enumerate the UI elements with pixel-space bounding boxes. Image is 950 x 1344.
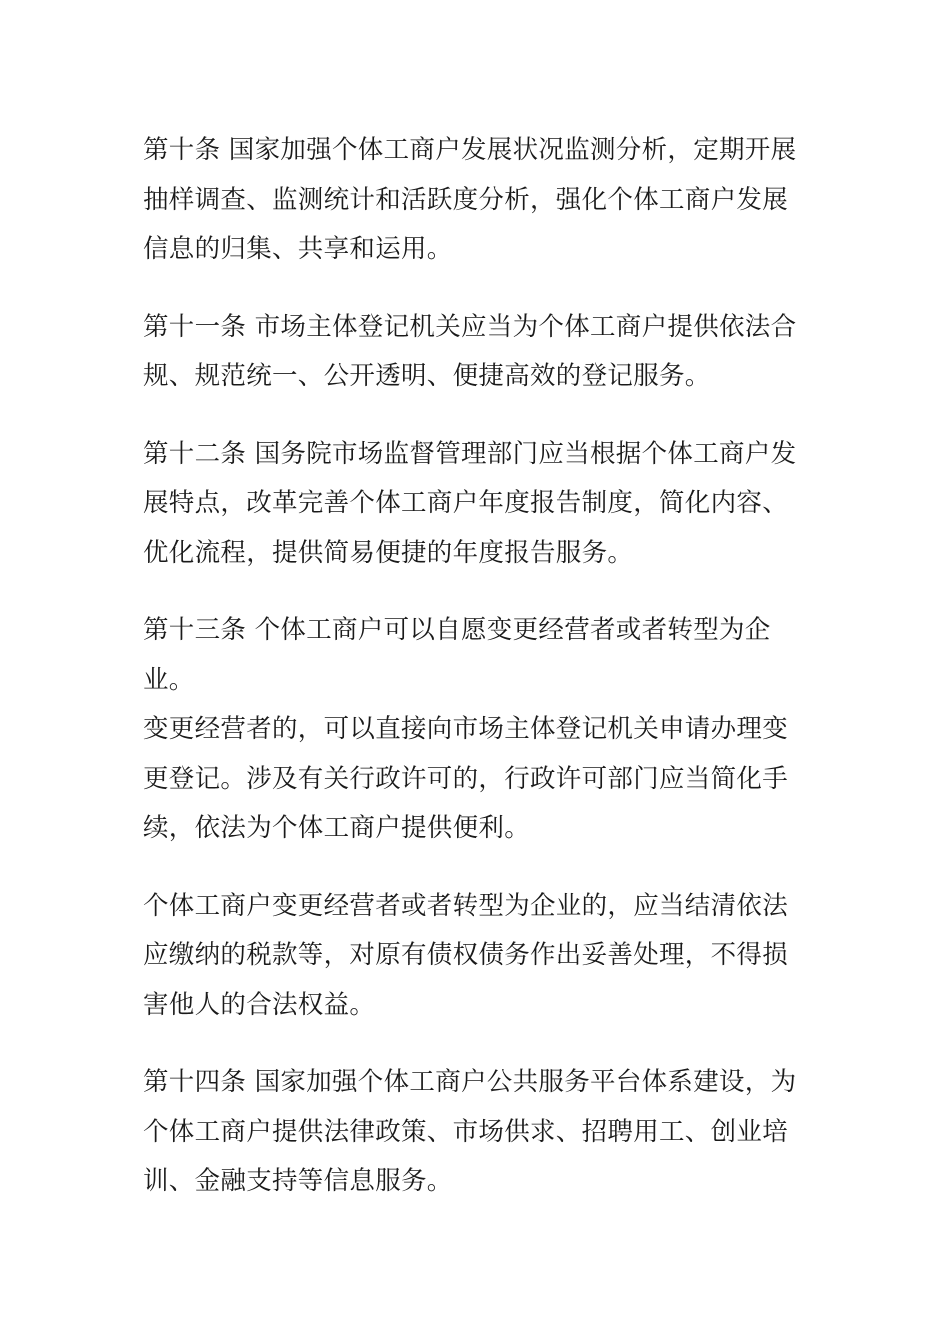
text-line: 更登记。涉及有关行政许可的，行政许可部门应当简化手 bbox=[143, 763, 789, 794]
text-line: 应缴纳的税款等，对原有债权债务作出妥善处理，不得损 bbox=[143, 940, 789, 970]
text-line: 个体工商户提供法律政策、市场供求、招聘用工、创业培 bbox=[143, 1116, 789, 1147]
text-line: 第十一条 市场主体登记机关应当为个体工商户提供依法合 bbox=[143, 311, 797, 342]
paragraph-article-12 bbox=[143, 430, 815, 579]
paragraph-article-10 bbox=[143, 126, 815, 275]
paragraph-article-13-clause-2 bbox=[143, 882, 815, 1031]
paragraph-article-13 bbox=[143, 606, 815, 854]
text-line: 优化流程，提供简易便捷的年度报告服务。 bbox=[143, 537, 634, 568]
text-line: 第十三条 个体工商户可以自愿变更经营者或者转型为企业。 bbox=[143, 615, 771, 695]
text-line: 展特点，改革完善个体工商户年度报告制度，简化内容、 bbox=[143, 488, 789, 518]
text-line: 个体工商户变更经营者或者转型为企业的，应当结清依法 bbox=[143, 890, 789, 921]
text-line: 训、金融支持等信息服务。 bbox=[143, 1166, 453, 1196]
text-line: 信息的归集、共享和运用。 bbox=[143, 234, 453, 264]
text-line: 第十四条 国家加强个体工商户公共服务平台体系建设，为 bbox=[143, 1067, 797, 1097]
paragraph-article-14 bbox=[143, 1058, 815, 1207]
text-line: 第十二条 国务院市场监督管理部门应当根据个体工商户发 bbox=[143, 438, 797, 469]
document-body bbox=[143, 126, 815, 1235]
paragraph-article-11 bbox=[143, 303, 815, 402]
text-line: 规、规范统一、公开透明、便捷高效的登记服务。 bbox=[143, 361, 711, 391]
text-line: 变更经营者的，可以直接向市场主体登记机关申请办理变 bbox=[143, 714, 789, 744]
text-line: 抽样调查、监测统计和活跃度分析，强化个体工商户发展 bbox=[143, 184, 789, 215]
text-line: 续，依法为个体工商户提供便利。 bbox=[143, 813, 531, 843]
text-line: 害他人的合法权益。 bbox=[143, 989, 376, 1020]
text-line: 第十条 国家加强个体工商户发展状况监测分析，定期开展 bbox=[143, 135, 797, 165]
